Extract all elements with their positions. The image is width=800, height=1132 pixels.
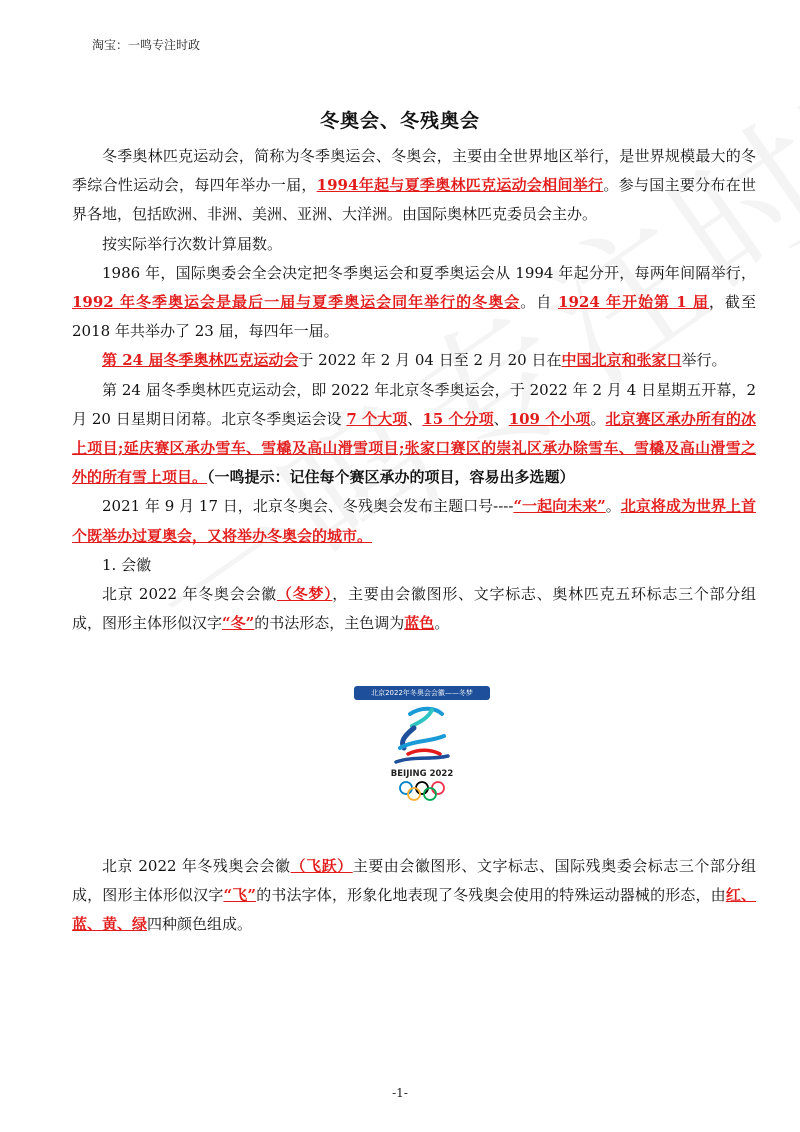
text-span: 的书法形态，主色调为	[254, 614, 405, 633]
text-span: 北京 2022 年冬残奥会会徽	[102, 857, 291, 875]
paragraph-4	[72, 346, 756, 375]
text-span: 。	[590, 409, 606, 428]
text-span: 第 24 届冬季奥林匹克运动会，即 2022 年北京冬季奥运会，于 2022 年 2 月 4 日星期五开幕，2 月 20 日星期日闭幕。北京冬季奥运会设	[72, 380, 756, 428]
main-text-lower	[72, 852, 756, 940]
emblem-figure	[354, 686, 490, 804]
paragraph-7	[72, 551, 756, 580]
paragraph-6	[72, 492, 756, 550]
highlight-text: （冬梦）	[276, 585, 333, 604]
text-span: 主要由会徽图形、文字标志、国际残奥委会标志三个部分组成，图形主体形似汉字	[72, 857, 756, 905]
highlight-text: 第 24 届冬季奥林匹克运动会	[102, 351, 299, 370]
text-span: 、	[407, 409, 423, 428]
text-span: 四种颜色组成。	[147, 915, 253, 934]
text-span: ，截至 2018 年共举办了 23 届，每四年一届。	[72, 293, 756, 341]
highlight-text: “飞”	[223, 886, 257, 905]
highlight-text: 7 个大项	[346, 409, 408, 428]
highlight-text: 1992 年冬季奥运会是最后一届与夏季奥运会同年举行的冬奥会	[72, 293, 521, 312]
winter-olympics-emblem-icon	[374, 704, 470, 802]
main-text	[72, 142, 756, 638]
paragraph-3	[72, 259, 756, 347]
highlight-text: 北京将成为世界上首个既举办过夏奥会，又将举办冬奥会的城市。	[72, 497, 756, 545]
text-span: 北京 2022 年冬奥会会徽	[102, 585, 277, 604]
paragraph-5	[72, 376, 756, 493]
section-heading: 1. 会徽	[102, 555, 152, 574]
page-title: 冬奥会、冬残奥会	[319, 110, 480, 132]
highlight-text: 109 个小项	[508, 409, 591, 428]
text-span: 。	[605, 497, 621, 516]
highlight-text: （飞跃）	[290, 857, 353, 875]
text-span: 冬季奥林匹克运动会，简称为冬季奥运会、冬奥会，主要由全世界地区举行，是世界规模最大的冬季综合性运动会，每四年举办一届，	[72, 147, 756, 195]
text-span: 2021 年 9 月 17 日，北京冬奥会、冬残奥会发布主题口号----	[102, 497, 514, 516]
text-span: 1986 年，国际奥委会全会决定把冬季奥运会和夏季奥运会从 1994 年起分开，每两年间隔举行，	[102, 263, 756, 282]
highlight-text: 1924 年开始第 1 届	[558, 293, 709, 312]
highlight-text: 1994年起与夏季奥林匹克运动会相间举行	[316, 176, 604, 195]
highlight-text: “一起向未来”	[513, 497, 606, 516]
paragraph-2	[72, 230, 756, 259]
paragraph-8	[72, 580, 756, 638]
text-span: ，主要由会徽图形、文字标志、奥林匹克五环标志三个部分组成，图形主体形似汉字	[72, 585, 756, 633]
highlight-text: 中国北京和张家口	[561, 351, 682, 370]
tip-text: （一鸣提示：记住每个赛区承办的项目，容易出多选题）	[207, 468, 575, 487]
text-span: 。自	[520, 293, 559, 312]
text-span: 的书法字体，形象化地表现了冬残奥会使用的特殊运动器械的形态，由	[256, 886, 726, 905]
logo-text: BEIJING 2022	[390, 769, 454, 779]
paragraph-1	[72, 142, 756, 230]
text-span: 于 2022 年 2 月 04 日至 2 月 20 日在	[298, 351, 562, 370]
paragraph-9	[72, 852, 756, 940]
text-span: 、	[493, 409, 509, 428]
header-note: 淘宝：一鸣专注时政	[92, 38, 201, 52]
figure-banner: 北京2022年冬奥会会徽——冬梦	[354, 686, 490, 700]
text-span: 按实际举行次数计算届数。	[102, 234, 283, 253]
highlight-text: 北京赛区承办所有的冰上项目;延庆赛区承办雪车、雪橇及高山滑雪项目;张家口赛区的崇礼区承办除雪车、雪橇及高山滑雪之外的所有雪上项目。	[72, 409, 756, 487]
text-span: 举行。	[681, 351, 727, 370]
highlight-text: “冬”	[222, 614, 255, 633]
highlight-text: 15 个分项	[422, 409, 494, 428]
text-span: 。参与国主要分布在世界各地，包括欧洲、非洲、美洲、亚洲、大洋洲。由国际奥林匹克委员会主办。	[72, 176, 756, 224]
text-span: 。	[434, 614, 450, 633]
page-number: -1-	[392, 1086, 408, 1100]
highlight-text: 红、蓝、黄、绿	[72, 886, 756, 934]
highlight-text: 蓝色	[404, 614, 435, 633]
